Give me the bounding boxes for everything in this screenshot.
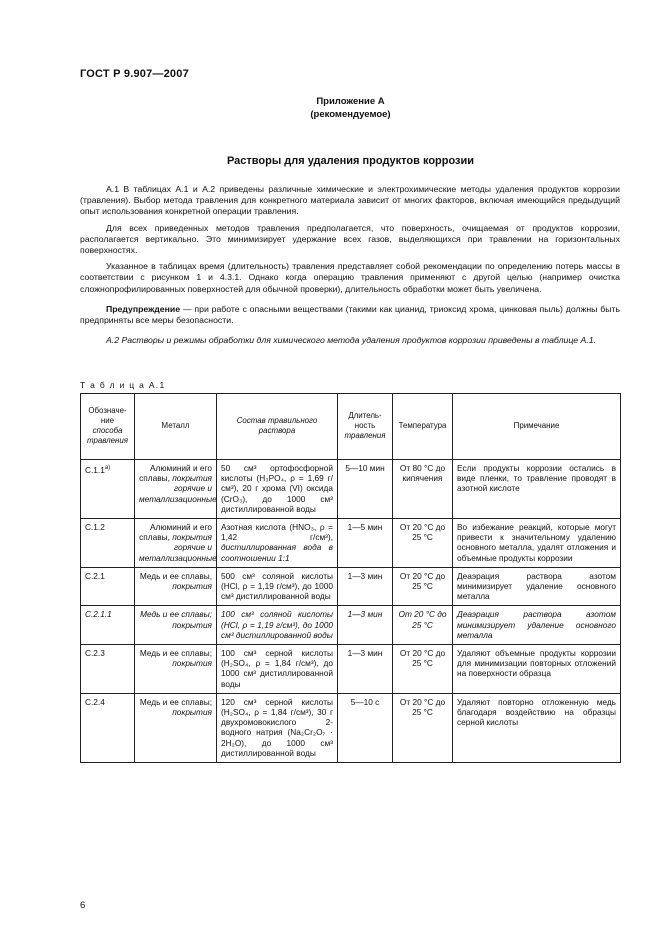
table-row — [81, 567, 621, 606]
cell-solution: 500 см³ соляной кислоты (HCl, ρ = 1,19 г/см³), до 1000 см³ дистиллированной воды — [217, 567, 338, 606]
cell-temperature: От 20 °С до 25 °С — [393, 645, 453, 694]
cell-temperature: От 20 °С до 25 °С — [393, 606, 453, 645]
cell-temperature: От 20 °С до 25 °С — [393, 567, 453, 606]
cell-solution: 100 см³ серной кислоты (H₂SO₄, ρ = 1,84 г/см³), до 1000 см³ дистиллированной воды — [217, 645, 338, 694]
cell-code: C.2.1 — [81, 567, 135, 606]
header-solution: Состав травильного раствора — [217, 394, 338, 460]
cell-duration: 1—3 мин — [338, 606, 393, 645]
cell-metal: Алюминий и его сплавы, покрытия горячие и металлизационные — [135, 460, 217, 519]
table-row — [81, 460, 621, 519]
header-duration: Длитель- ность травления — [338, 394, 393, 460]
cell-solution: 120 см³ серной кислоты (H₂SO₄, ρ = 1,84 г/см³), 30 г двухромовокислого 2-водного натрия (Na₂Cr₂O₇ · 2H₂O), до 1000 см³ дистиллированной воды — [217, 693, 338, 762]
cell-note: Удаляют повторно отложенную медь благодаря воздействию на образцы серной кислоты — [453, 693, 621, 762]
cell-code: $C.1.1^{а)}$ — [81, 460, 135, 519]
cell-note: Деаэрация раствора азотом минимизирует удаление основного металла — [453, 567, 621, 606]
cell-note: Во избежание реакций, которые могут привести к значительному удалению основного металла, удалят отложения и объемные продукты коррозии — [453, 519, 621, 568]
cell-duration: 1—3 мин — [338, 645, 393, 694]
cell-code: C.2.1.1 — [81, 606, 135, 645]
cell-note: Если продукты коррозии остались в виде пленки, то травление проводят в азотной кислоте — [453, 460, 621, 519]
header-code: Обозначе- ние способа травления — [81, 394, 135, 460]
cell-temperature: От 80 °С до кипячения — [393, 460, 453, 519]
section-title: Растворы для удаления продуктов коррозии — [226, 155, 475, 167]
cell-temperature: От 20 °С до 25 °С — [393, 693, 453, 762]
page-number: 6 — [80, 900, 86, 911]
cell-code: C.2.4 — [81, 693, 135, 762]
cell-metal: Медь и ее сплавы; покрытия — [135, 606, 217, 645]
table-row — [81, 606, 621, 645]
header-temperature: Температура — [393, 394, 453, 460]
cell-metal: Медь и ее сплавы; покрытия — [135, 645, 217, 694]
cell-solution: Азотная кислота (HNO₃, ρ = 1,42 г/см³), дистиллированная вода в соотношении 1:1 — [217, 519, 338, 568]
annex-status: (рекомендуемое) — [310, 109, 391, 120]
paragraph-vertical: Для всех приведенных методов травления предполагается, что поверхность, очищаемая от продуктов коррозии, располагается вертикально. Это минимизирует удержание всех газов, выделяющихся при травлении на горизонтальных поверхностях. — [80, 222, 620, 256]
header-note: Примечание — [453, 394, 621, 460]
table-caption: Т а б л и ц а А.1 — [80, 380, 166, 390]
annex-title: Приложение А — [316, 96, 385, 107]
cell-code: C.1.2 — [81, 519, 135, 568]
table-row — [81, 693, 621, 762]
cell-metal: Алюминий и его сплавы, покрытия горячие и металлизационные — [135, 519, 217, 568]
cell-duration: 5—10 с — [338, 693, 393, 762]
table-row — [81, 645, 621, 694]
cell-metal: Медь и ее сплавы, покрытия — [135, 567, 217, 606]
table-header-row — [81, 394, 621, 460]
warning-text: — при работе с опасными веществами (такими как цианид, триоксид хрома, цинковая пыль) должны быть предприняты все меры безопасности. — [80, 303, 620, 326]
paragraph-a1: А.1 В таблицах А.1 и А.2 приведены различные химические и электрохимические методы удаления продуктов коррозии (травления). Выбор метода травления для конкретного материала зависит от многих факторов, включая имеющийся предыдущий опыт использования конкретной операции травления. — [80, 184, 620, 217]
body-text — [80, 184, 620, 351]
paragraph-a2: А.2 Растворы и режимы обработки для химического метода удаления продуктов коррозии приведены в таблице А.1. — [106, 335, 596, 346]
table-row — [81, 519, 621, 568]
document-header: ГОСТ Р 9.907—2007 — [80, 68, 189, 80]
warning-label: Предупреждение — [106, 303, 181, 314]
cell-metal: Медь и ее сплавы; покрытия — [135, 693, 217, 762]
cell-duration: 1—5 мин — [338, 519, 393, 568]
cell-solution: 50 см³ ортофосфорной кислоты (H₃PO₄, ρ = 1,69 г/см³), 20 г хрома (VI) оксида (CrO₃), до 1000 см³ дистиллированной воды — [217, 460, 338, 519]
cell-code: C.2.3 — [81, 645, 135, 694]
table-a1 — [80, 393, 621, 763]
cell-duration: 1—3 мин — [338, 567, 393, 606]
paragraph-warning — [80, 304, 620, 326]
header-metal: Металл — [135, 394, 217, 460]
cell-temperature: От 20 °С до 25 °С — [393, 519, 453, 568]
cell-note: Деаэрация раствора азотом минимизирует удаление основного металла — [453, 606, 621, 645]
paragraph-duration: Указанное в таблицах время (длительность) травления представляет собой рекомендации по определению потерь массы в соответствии с рисунком 1 и 4.3.1. Однако когда операцию травления применяют с другой целью (например очистка сложнопрофилированных поверхностей для обычной проверки), длительность обработки может быть увеличена. — [80, 261, 620, 294]
cell-note: Удаляют объемные продукты коррозии для минимизации повторных отложений на поверхности образца — [453, 645, 621, 694]
cell-solution: 100 см³ соляной кислоты (HCl, ρ = 1,19 г/см³), до 1000 см³ дистиллированной воды — [217, 606, 338, 645]
cell-duration: 5—10 мин — [338, 460, 393, 519]
